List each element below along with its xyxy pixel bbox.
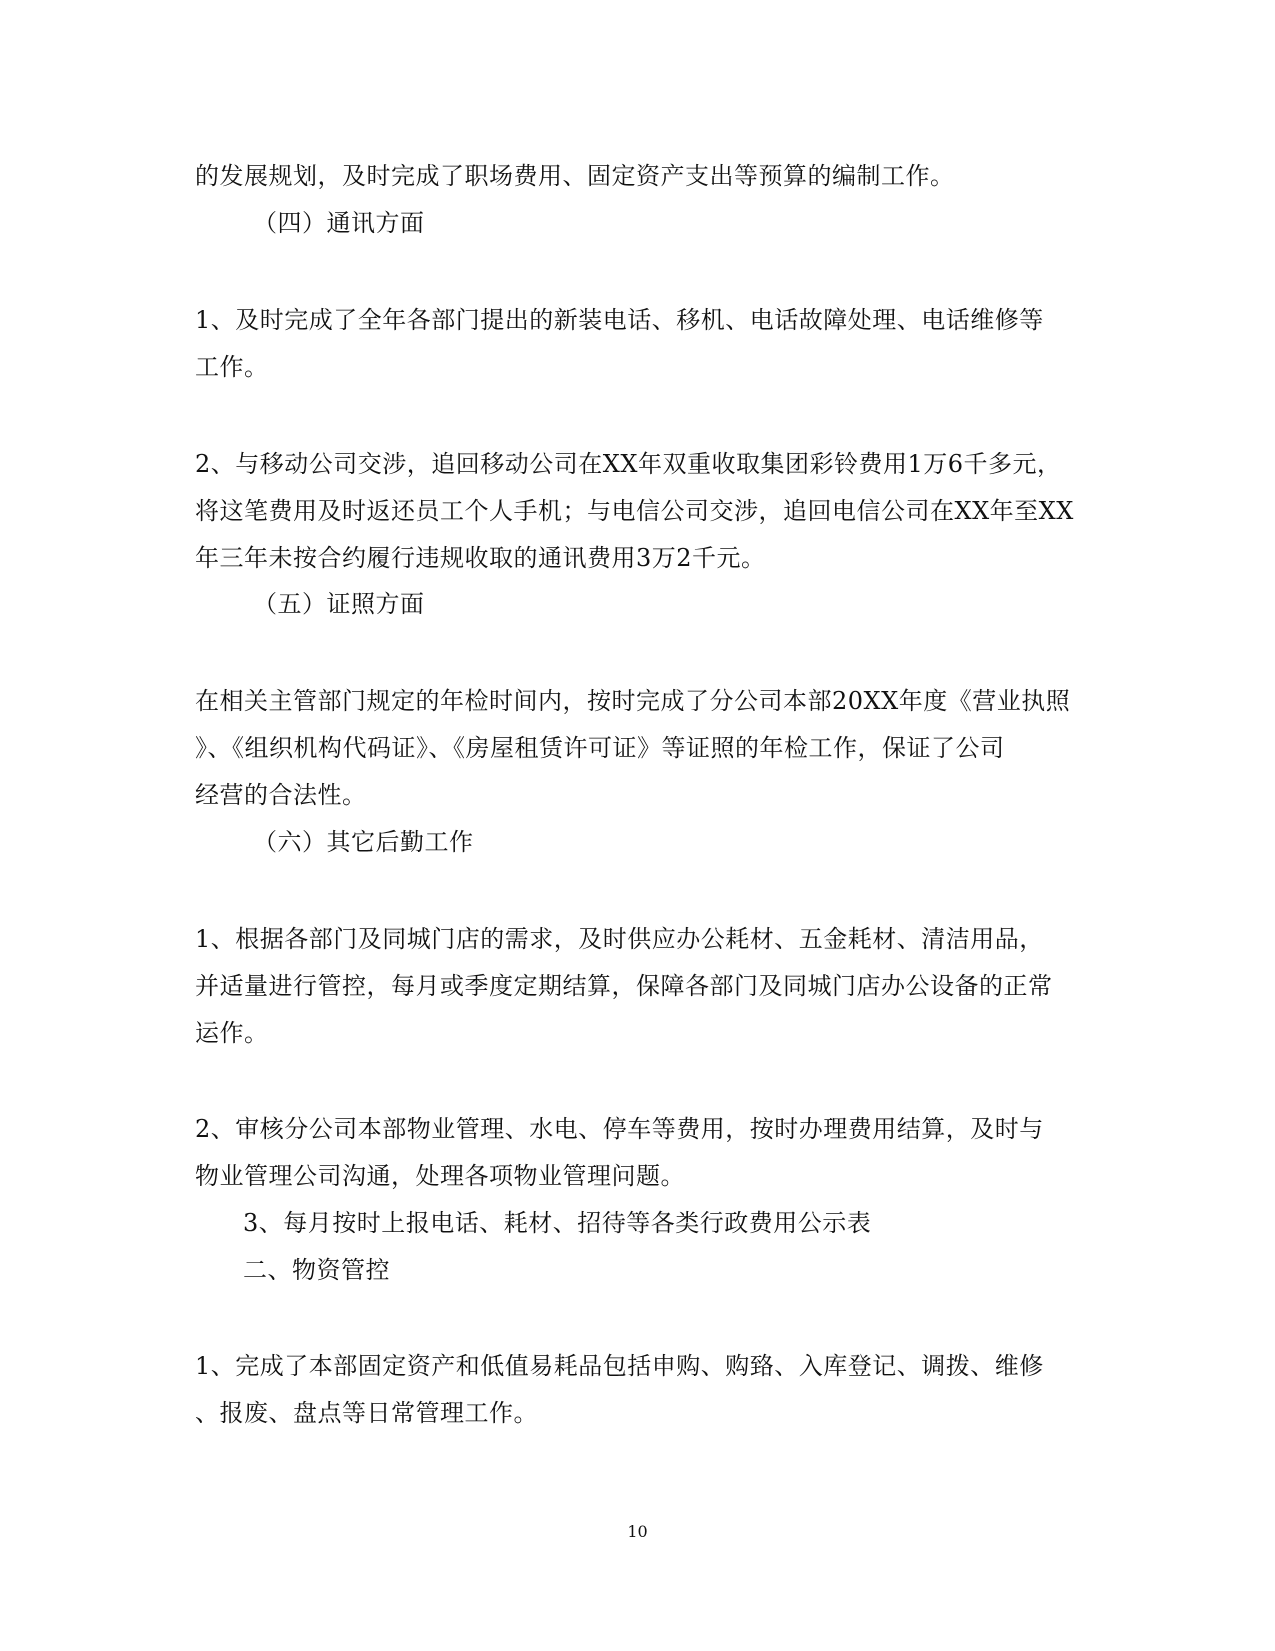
- body-text-line: 经营的合法性。: [195, 781, 367, 809]
- section-heading-other-logistics: （六）其它后勤工作: [253, 828, 474, 856]
- body-text-line: 并适量进行管控，每月或季度定期结算，保障各部门及同城门店办公设备的正常: [195, 972, 1053, 1000]
- section-heading-materials-control: 二、物资管控: [243, 1256, 390, 1284]
- body-text-line: 工作。: [195, 353, 269, 381]
- body-text-line: 运作。: [195, 1019, 269, 1047]
- body-text-line: 1、根据各部门及同城门店的需求，及时供应办公耗材、五金耗材、清洁用品，: [195, 925, 1044, 953]
- section-heading-licenses: （五）证照方面: [253, 590, 425, 618]
- body-text-line: 2、审核分公司本部物业管理、水电、停车等费用，按时办理费用结算，及时与: [195, 1115, 1044, 1143]
- body-text-line: 在相关主管部门规定的年检时间内，按时完成了分公司本部20XX年度《营业执照: [195, 687, 1071, 715]
- body-text-line: 》、《组织机构代码证》、《房屋租赁许可证》等证照的年检工作，保证了公司: [195, 734, 1005, 762]
- page-number: 10: [627, 1522, 648, 1541]
- body-text-line: 1、及时完成了全年各部门提出的新装电话、移机、电话故障处理、电话维修等: [195, 306, 1044, 334]
- body-text-line: 2、与移动公司交涉，追回移动公司在XX年双重收取集团彩铃费用1万6千多元，: [195, 450, 1062, 478]
- body-text-line: 将这笔费用及时返还员工个人手机；与电信公司交涉，追回电信公司在XX年至XX: [195, 497, 1074, 525]
- body-text-line: 1、完成了本部固定资产和低值易耗品包括申购、购臵、入库登记、调拨、维修: [195, 1352, 1044, 1380]
- section-heading-communications: （四）通讯方面: [253, 209, 425, 237]
- body-text-line: 3、每月按时上报电话、耗材、招待等各类行政费用公示表: [243, 1209, 872, 1237]
- body-text-line: 、报废、盘点等日常管理工作。: [195, 1399, 538, 1427]
- body-text-line: 物业管理公司沟通，处理各项物业管理问题。: [195, 1162, 685, 1190]
- body-text-line: 的发展规划，及时完成了职场费用、固定资产支出等预算的编制工作。: [195, 162, 955, 190]
- body-text-line: 年三年未按合约履行违规收取的通讯费用3万2千元。: [195, 544, 766, 572]
